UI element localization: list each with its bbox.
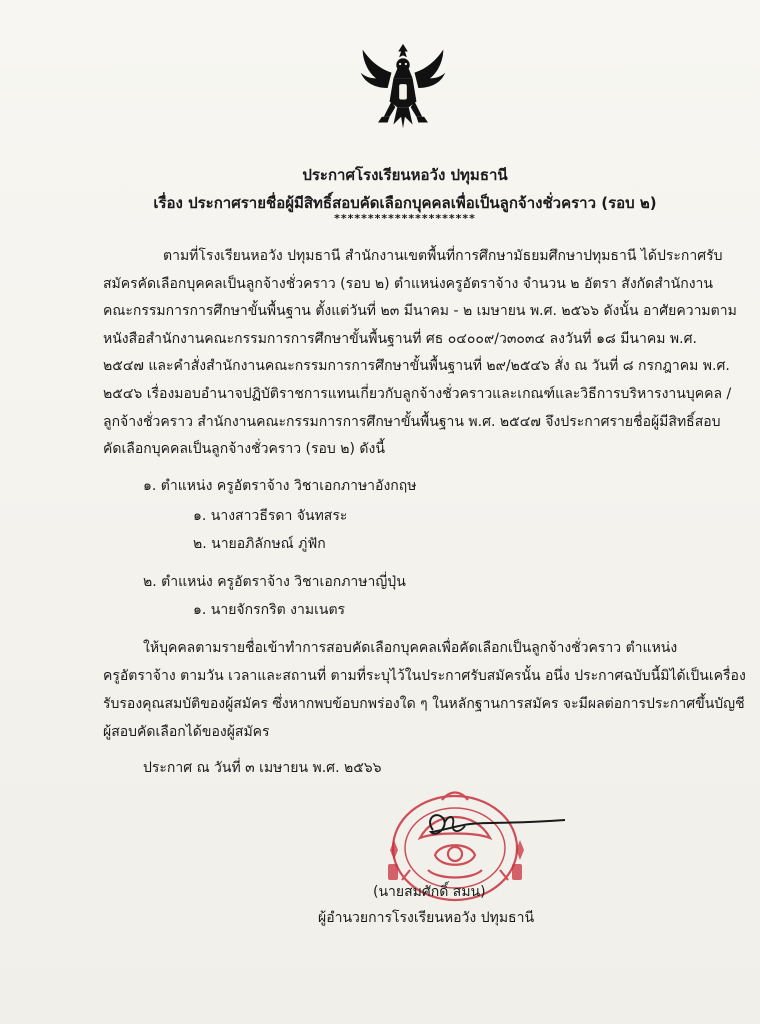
position-heading: ๒. ตำแหน่ง ครูอัตราจ้าง วิชาเอกภาษาญี่ปุ่น [143,574,406,590]
position-heading: ๑. ตำแหน่ง ครูอัตราจ้าง วิชาเอกภาษาอังกฤษ [143,478,417,494]
intro-line: สมัครคัดเลือกบุคคลเป็นลูกจ้างชั่วคราว (รอบ ๒) ตำแหน่งครูอัตราจ้าง จำนวน ๒ อัตรา สังกัดสำนักงาน [103,276,713,292]
signer-title: ผู้อำนวยการโรงเรียนหอวัง ปทุมธานี [318,910,535,926]
candidate-name: ๑. นายจักรกริต งามเนตร [193,602,346,618]
announcement-title: ประกาศโรงเรียนหอวัง ปทุมธานี [302,166,508,184]
title-divider: ********************* [334,212,476,225]
intro-line: หนังสือสำนักงานคณะกรรมการการศึกษาขั้นพื้นฐานที่ ศธ ๐๔๐๐๙/ว๓๐๓๔ ลงวันที่ ๑๘ มีนาคม พ.ศ. [103,331,697,347]
closing-line: ให้บุคคลตามรายชื่อเข้าทำการสอบคัดเลือกบุคคลเพื่อคัดเลือกเป็นลูกจ้างชั่วคราว ตำแหน่ง [143,640,678,656]
candidate-name: ๑. นางสาวธีรดา จันทสระ [193,508,348,524]
intro-line: คัดเลือกบุคคลเป็นลูกจ้างชั่วคราว (รอบ ๒) ดังนี้ [103,441,385,457]
signature-mark [415,800,570,860]
announcement-date: ประกาศ ณ วันที่ ๓ เมษายน พ.ศ. ๒๕๖๖ [143,760,382,776]
intro-line: ตามที่โรงเรียนหอวัง ปทุมธานี สำนักงานเขตพื้นที่การศึกษามัธยมศึกษาปทุมธานี ได้ประกาศรับ [163,248,723,264]
garuda-emblem-icon [355,40,451,136]
intro-line: ๒๕๔๗ และคำสั่งสำนักงานคณะกรรมการการศึกษาขั้นพื้นฐานที่ ๒๙/๒๕๔๖ สั่ง ณ วันที่ ๘ กรกฎาคม พ.ศ. [103,358,730,374]
closing-line: ผู้สอบคัดเลือกได้ของผู้สมัคร [103,724,270,740]
closing-line: รับรองคุณสมบัติของผู้สมัคร ซึ่งหากพบข้อบกพร่องใด ๆ ในหลักฐานการสมัคร จะมีผลต่อการประกาศขึ้นบัญชี [103,696,745,712]
signer-name: (นายสมศักดิ์ สมน) [373,884,486,900]
candidate-name: ๒. นายอภิลักษณ์ ภู่ฟัก [193,536,326,552]
closing-line: ครูอัตราจ้าง ตามวัน เวลาและสถานที่ ตามที่ระบุไว้ในประกาศรับสมัครนั้น อนึ่ง ประกาศฉบับนี้มิได้เป็นเครื่อง [103,668,746,684]
announcement-subject: เรื่อง ประกาศรายชื่อผู้มีสิทธิ์สอบคัดเลือกบุคคลเพื่อเป็นลูกจ้างชั่วคราว (รอบ ๒) [153,194,657,212]
intro-line: ๒๕๔๖ เรื่องมอบอำนาจปฏิบัติราชการแทนเกี่ยวกับลูกจ้างชั่วคราวและเกณฑ์และวิธีการบริหารงานบุคคล / [103,386,732,402]
intro-line: ลูกจ้างชั่วคราว สำนักงานคณะกรรมการการศึกษาขั้นพื้นฐาน พ.ศ. ๒๕๔๗ จึงประกาศรายชื่อผู้มีสิทธิ์สอบ [103,414,721,430]
intro-line: คณะกรรมการการศึกษาขั้นพื้นฐาน ตั้งแต่วันที่ ๒๓ มีนาคม - ๒ เมษายน พ.ศ. ๒๕๖๖ ดังนั้น อาศัยความตาม [103,303,737,319]
